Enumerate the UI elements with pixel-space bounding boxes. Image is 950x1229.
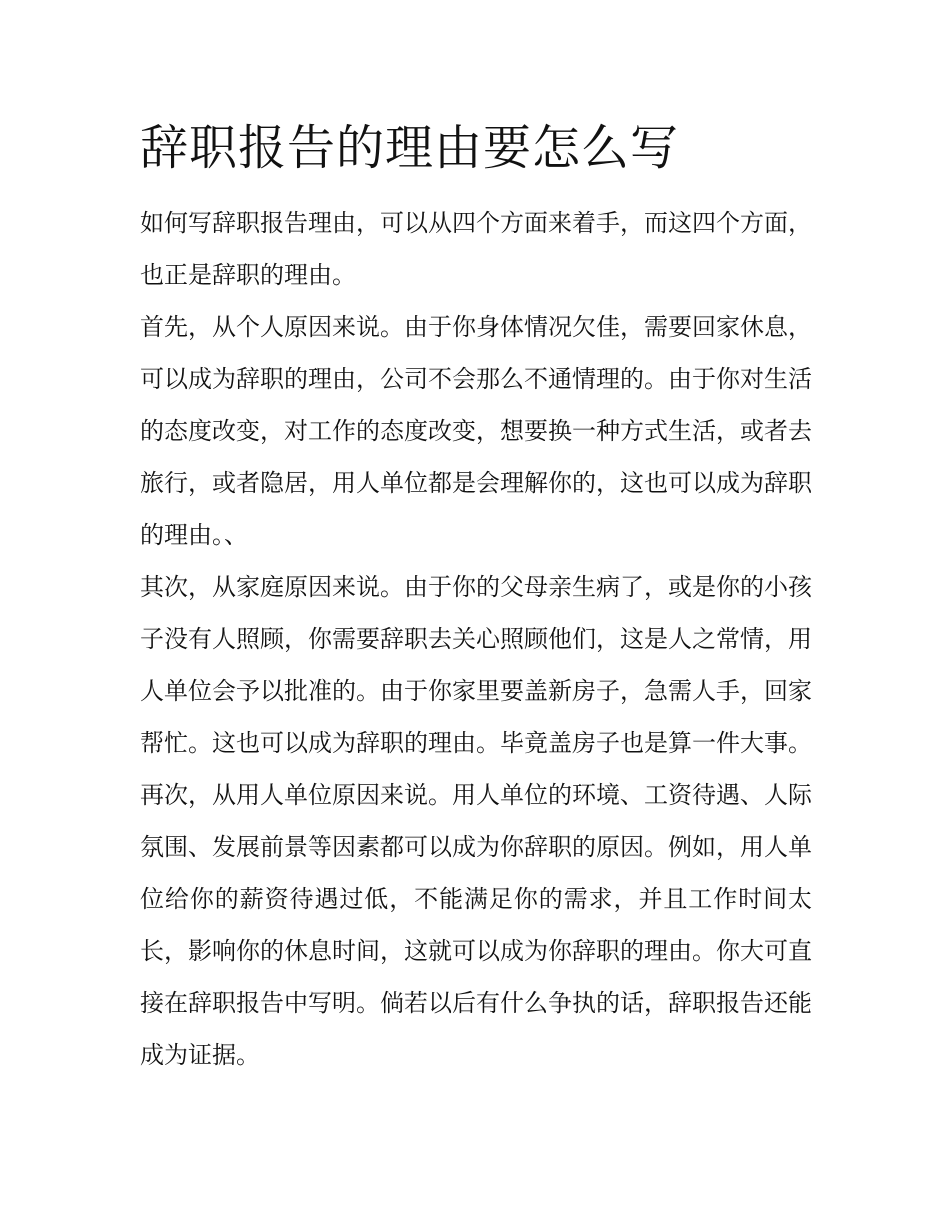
paragraph-personal-reasons: 首先，从个人原因来说。由于你身体情况欠佳，需要回家休息，可以成为辞职的理由，公司不会那么不通情理的。由于你对生活的态度改变，对工作的态度改变，想要换一种方式生活，或者去旅行，或者隐居，用人单位都是会理解你的，这也可以成为辞职的理由。、 (140, 313, 812, 549)
paragraph-family-reasons: 其次，从家庭原因来说。由于你的父母亲生病了，或是你的小孩子没有人照顾，你需要辞职去关心照顾他们，这是人之常情，用人单位会予以批准的。由于你家里要盖新房子，急需人手，回家帮忙。这也可以成为辞职的理由。毕竟盖房子也是算一件大事。 (140, 573, 812, 757)
document-title: 辞职报告的理由要怎么写 (140, 120, 680, 176)
paragraph-employer-reasons: 再次，从用人单位原因来说。用人单位的环境、工资待遇、人际氛围、发展前景等因素都可以成为你辞职的原因。例如，用人单位给你的薪资待遇过低，不能满足你的需求，并且工作时间太长，影响你的休息时间，这就可以成为你辞职的理由。你大可直接在辞职报告中写明。倘若以后有什么争执的话，辞职报告还能成为证据。 (140, 781, 812, 1069)
document-body (140, 197, 812, 1081)
paragraph-intro: 如何写辞职报告理由，可以从四个方面来着手，而这四个方面，也正是辞职的理由。 (140, 209, 812, 289)
